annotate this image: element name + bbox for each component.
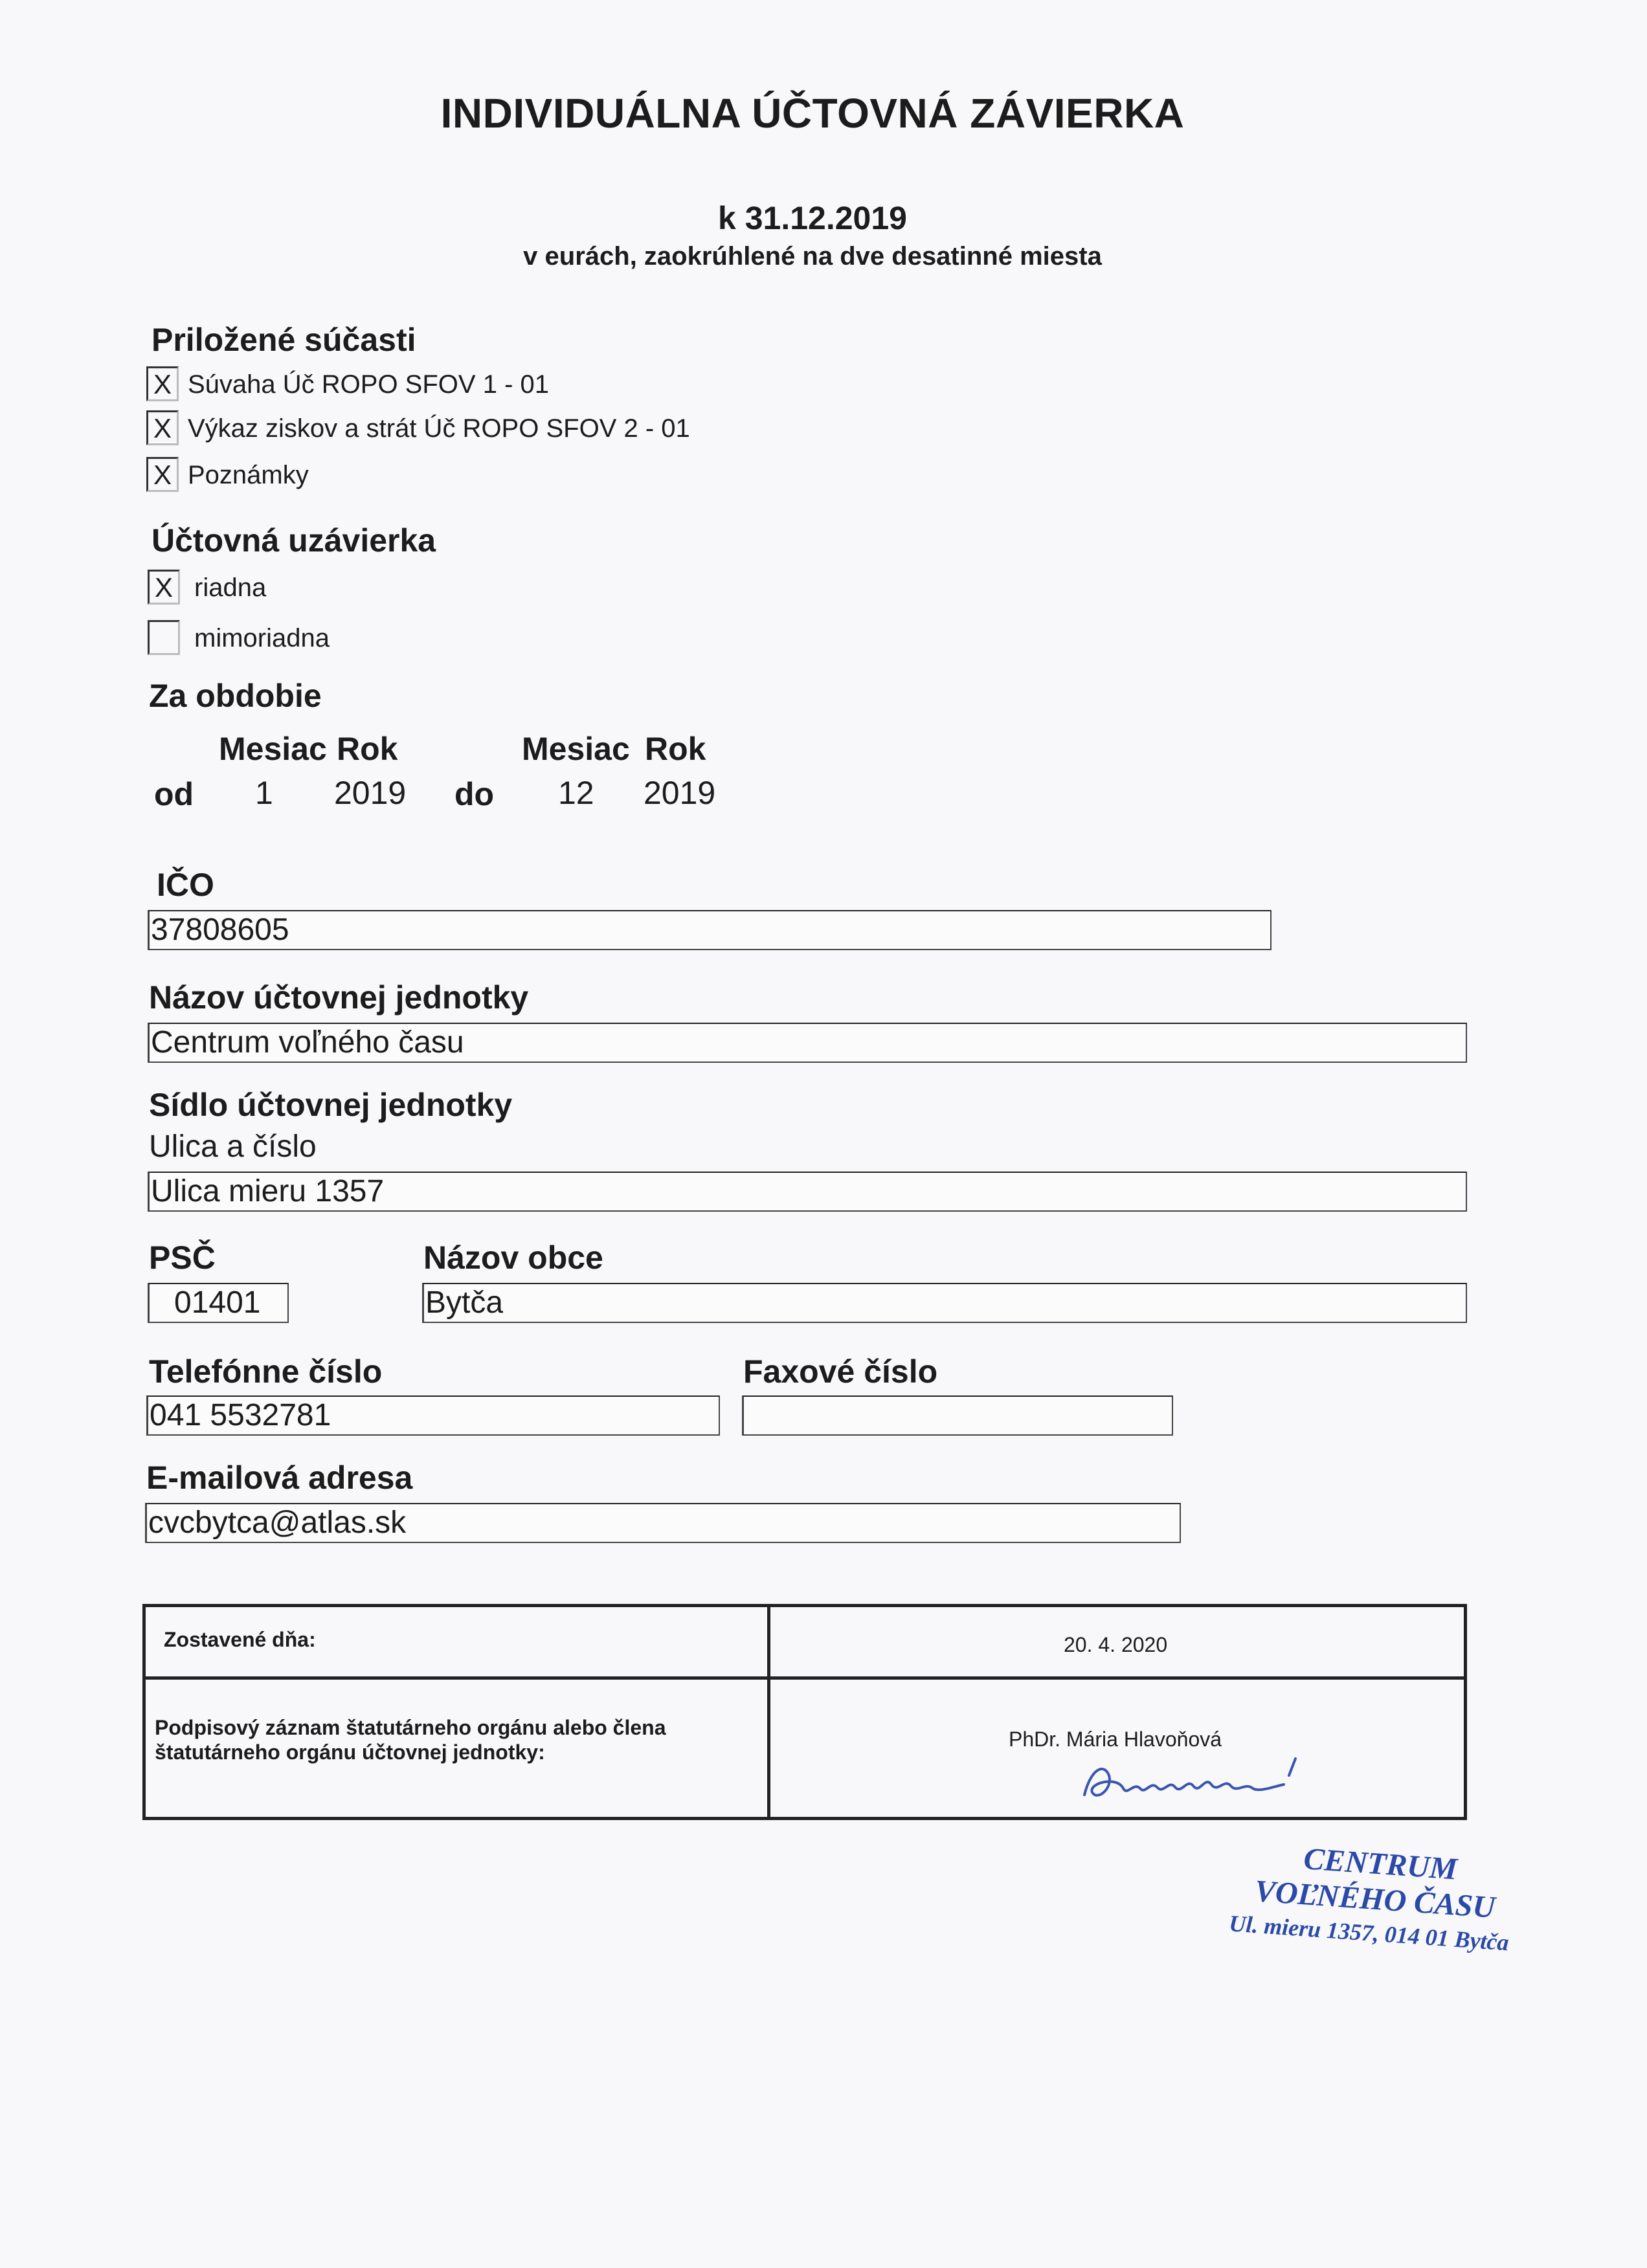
attachment-checkbox-income[interactable]: X [146,410,179,445]
period-to-label: do [454,776,495,812]
attachments-heading: Priložené súčasti [151,322,416,358]
compiled-date-label: Zostavené dňa: [164,1628,316,1651]
entity-name-label: Názov účtovnej jednotky [149,979,529,1016]
psc-field[interactable]: 01401 [148,1283,289,1323]
psc-label: PSČ [149,1240,216,1276]
report-date: k 31.12.2019 [718,200,907,236]
entity-seat-label: Sídlo účtovnej jednotky [149,1087,513,1123]
units-note: v eurách, zaokrúhlené na dve desatinné miesta [523,242,1102,271]
signature-table [142,1604,1467,1820]
email-field[interactable]: cvcbytca@atlas.sk [145,1503,1181,1543]
closing-label-extraordinary: mimoriadna [194,624,330,652]
period-from-year: 2019 [334,775,407,811]
period-from-month: 1 [255,775,273,811]
phone-field[interactable]: 041 5532781 [146,1395,720,1436]
stamp-line-2: VOĽNÉHO ČASU [1253,1873,1497,1925]
street-field[interactable]: Ulica mieru 1357 [148,1172,1467,1212]
period-to-month: 12 [558,775,594,811]
phone-label: Telefónne číslo [149,1353,383,1390]
handwritten-signature [1078,1750,1311,1814]
table-divider-horizontal [146,1676,1464,1680]
attachment-label-balance: Súvaha Úč ROPO SFOV 1 - 01 [188,370,549,399]
stamp-line-3: Ul. mieru 1357, 014 01 Bytča [1228,1910,1510,1956]
street-label: Ulica a číslo [149,1129,317,1164]
signature-label-line2: štatutárneho orgánu účtovnej jednotky: [155,1740,545,1764]
city-field[interactable]: Bytča [422,1283,1467,1323]
closing-checkbox-extraordinary[interactable] [148,620,180,655]
period-from-label: od [154,776,194,812]
attachment-checkbox-notes[interactable]: X [146,457,179,492]
period-from-month-label: Mesiac [219,731,327,767]
city-label: Názov obce [423,1240,603,1276]
closing-label-regular: riadna [194,573,267,602]
ico-field[interactable]: 37808605 [148,910,1272,950]
attachment-checkbox-balance[interactable]: X [146,366,179,401]
entity-name-field[interactable]: Centrum voľného času [148,1023,1467,1063]
fax-label: Faxové číslo [743,1353,938,1390]
period-to-month-label: Mesiac [522,731,630,767]
period-to-year: 2019 [644,775,716,811]
email-label: E-mailová adresa [146,1460,413,1496]
fax-field[interactable] [742,1395,1173,1436]
document-title: INDIVIDUÁLNA ÚČTOVNÁ ZÁVIERKA [440,90,1185,137]
attachment-label-income: Výkaz ziskov a strát Úč ROPO SFOV 2 - 01 [188,414,690,443]
stamp-line-1: CENTRUM [1302,1841,1459,1887]
closing-heading: Účtovná uzávierka [151,522,436,559]
ico-label: IČO [157,867,214,903]
period-from-year-label: Rok [337,731,398,767]
signature-label-line1: Podpisový záznam štatutárneho orgánu alebo člena [155,1716,666,1739]
compiled-date-value: 20. 4. 2020 [1064,1633,1168,1656]
organization-stamp [1223,1836,1515,1956]
closing-checkbox-regular[interactable]: X [148,570,180,605]
table-divider-vertical [767,1607,770,1817]
attachment-label-notes: Poznámky [188,461,309,489]
signatory-name: PhDr. Mária Hlavoňová [1009,1728,1222,1751]
period-to-year-label: Rok [645,731,706,767]
period-heading: Za obdobie [149,678,322,714]
